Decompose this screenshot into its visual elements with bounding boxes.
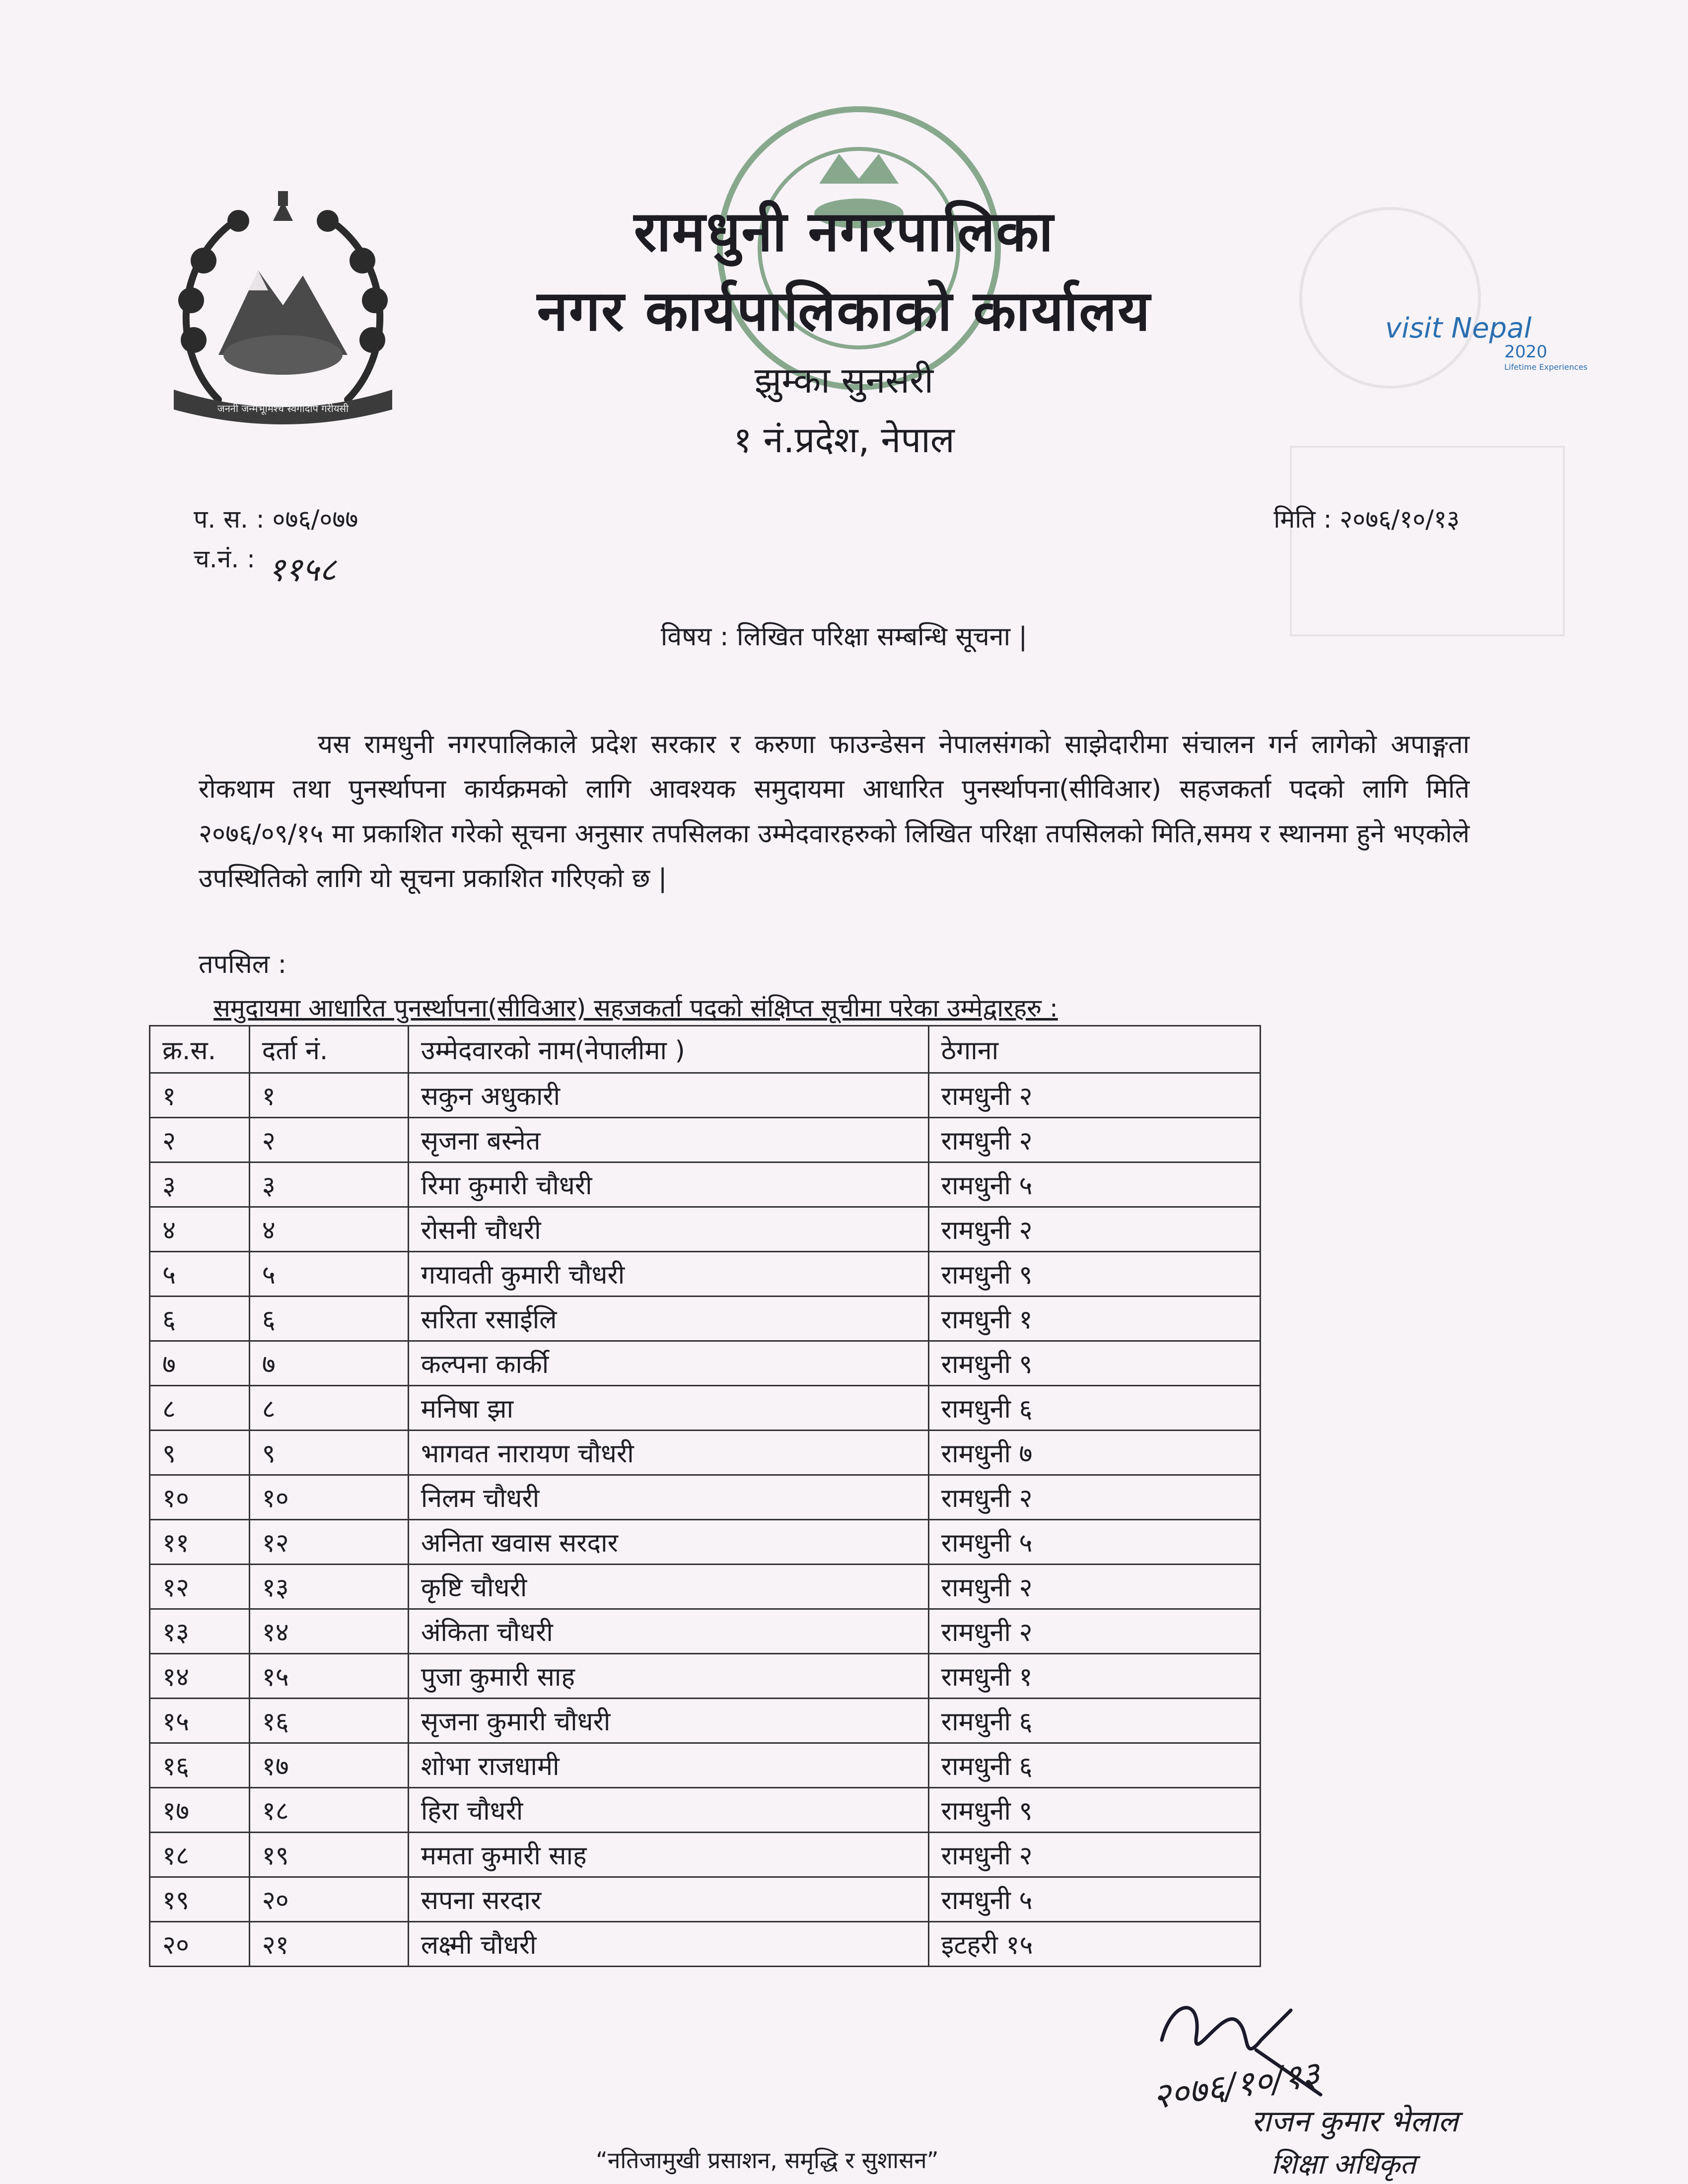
cell-registration: ४: [249, 1207, 408, 1252]
office-location: झुम्का सुनसरी: [754, 359, 934, 401]
cell-serial: २०: [150, 1922, 250, 1967]
cell-name: अंकिता चौधरी: [408, 1609, 928, 1654]
officer-title: शिक्षा अधिकृत: [1271, 2148, 1416, 2181]
col-header-name: उम्मेदवारको नाम(नेपालीमा ): [408, 1026, 928, 1073]
cell-address: रामधुनी ६: [928, 1699, 1260, 1743]
cell-serial: ११: [150, 1520, 250, 1565]
cell-serial: १५: [150, 1699, 250, 1743]
col-header-address: ठेगाना: [928, 1026, 1260, 1073]
table-row: [150, 1162, 1261, 1207]
table-row: [150, 1252, 1261, 1297]
footer-motto: “नतिजामुखी प्रसाशन, समृद्धि र सुशासन”: [596, 2147, 939, 2174]
cell-serial: १६: [150, 1743, 250, 1788]
letter-date: मिति : २०७६/१०/१३: [1273, 505, 1460, 534]
cell-address: रामधुनी २: [928, 1118, 1260, 1162]
col-header-serial: क्र.स.: [150, 1026, 250, 1073]
cell-name: गयावती कुमारी चौधरी: [408, 1252, 928, 1297]
table-row: [150, 1654, 1261, 1699]
cell-name: लक्ष्मी चौधरी: [408, 1922, 928, 1967]
cell-address: रामधुनी ५: [928, 1162, 1260, 1207]
candidate-table-body: [150, 1073, 1261, 1967]
cell-registration: २१: [249, 1922, 408, 1967]
notice-paragraph: यस रामधुनी नगरपालिकाले प्रदेश सरकार र करुणा फाउन्डेसन नेपालसंगको साझेदारीमा संचालन गर्न लागेको अपाङ्गता रोकथाम तथा पुनर्स्थापना कार्यक्रमको लागि आवश्यक समुदायमा आधारित पुनर्स्थापना(सीविआर) सहजकर्ता पदको लागि मिति २०७६/०९/१५ मा प्रकाशित गरेको सूचना अनुसार तपसिलका उम्मेदवारहरुको लिखित परिक्षा तपसिलको मिति,समय र स्थानमा हुने भएकोले उपस्थितिको लागि यो सूचना प्रकाशित गरिएको छ |: [199, 730, 1470, 893]
cell-registration: २: [249, 1118, 408, 1162]
subject-line: विषय : लिखित परिक्षा सम्बन्धि सूचना |: [660, 622, 1028, 652]
dispatch-number-label: च.नं. :: [194, 545, 256, 573]
province-line: १ नं.प्रदेश, नेपाल: [733, 419, 955, 461]
cell-registration: २०: [249, 1877, 408, 1922]
cell-name: सकुन अधुकारी: [408, 1073, 928, 1118]
candidate-table: [149, 1025, 1261, 1967]
table-row: [150, 1788, 1261, 1833]
table-row: [150, 1118, 1261, 1162]
cell-serial: ४: [150, 1207, 250, 1252]
details-label: तपसिल :: [199, 950, 287, 979]
cell-name: कृष्टि चौधरी: [408, 1565, 928, 1609]
cell-name: सृजना बस्नेत: [408, 1118, 928, 1162]
cell-address: रामधुनी ९: [928, 1341, 1260, 1386]
cell-name: सपना सरदार: [408, 1877, 928, 1922]
table-row: [150, 1833, 1261, 1877]
cell-serial: ६: [150, 1297, 250, 1341]
cell-name: निलम चौधरी: [408, 1475, 928, 1520]
cell-address: इटहरी १५: [928, 1922, 1260, 1967]
cell-address: रामधुनी २: [928, 1475, 1260, 1520]
cell-registration: ९: [249, 1431, 408, 1475]
col-header-registration: दर्ता नं.: [249, 1026, 408, 1073]
table-row: [150, 1386, 1261, 1431]
cell-serial: ७: [150, 1341, 250, 1386]
cell-address: रामधुनी ६: [928, 1386, 1260, 1431]
cell-serial: ८: [150, 1386, 250, 1431]
table-row: [150, 1207, 1261, 1252]
cell-serial: १९: [150, 1877, 250, 1922]
cell-serial: १२: [150, 1565, 250, 1609]
cell-address: रामधुनी ९: [928, 1252, 1260, 1297]
table-row: [150, 1877, 1261, 1922]
table-row: [150, 1341, 1261, 1386]
cell-registration: ३: [249, 1162, 408, 1207]
table-row: [150, 1431, 1261, 1475]
cell-registration: ५: [249, 1252, 408, 1297]
cell-address: रामधुनी १: [928, 1654, 1260, 1699]
cell-serial: ९: [150, 1431, 250, 1475]
cell-registration: १८: [249, 1788, 408, 1833]
cell-serial: २: [150, 1118, 250, 1162]
cell-name: कल्पना कार्की: [408, 1341, 928, 1386]
cell-address: रामधुनी ५: [928, 1877, 1260, 1922]
shortlist-heading: समुदायमा आधारित पुनर्स्थापना(सीविआर) सहजकर्ता पदको संक्षिप्त सूचीमा परेका उम्मेद्वारहरु :: [213, 994, 1058, 1023]
cell-registration: १३: [249, 1565, 408, 1609]
cell-registration: ८: [249, 1386, 408, 1431]
cell-name: रिमा कुमारी चौधरी: [408, 1162, 928, 1207]
table-row: [150, 1297, 1261, 1341]
cell-address: रामधुनी ५: [928, 1520, 1260, 1565]
cell-address: रामधुनी २: [928, 1565, 1260, 1609]
cell-name: ममता कुमारी साह: [408, 1833, 928, 1877]
table-row: [150, 1922, 1261, 1967]
visit-nepal-logo-year: 2020: [1504, 342, 1547, 362]
cell-serial: ५: [150, 1252, 250, 1297]
emblem-motto: जननी जन्मभूमिश्च स्वर्गादपि गरीयसी: [217, 403, 349, 414]
cell-registration: १: [249, 1073, 408, 1118]
cell-address: रामधुनी ६: [928, 1743, 1260, 1788]
office-name: नगर कार्यपालिकाको कार्यालय: [537, 279, 1151, 343]
cell-serial: १३: [150, 1609, 250, 1654]
cell-address: रामधुनी २: [928, 1609, 1260, 1654]
cell-name: अनिता खवास सरदार: [408, 1520, 928, 1565]
visit-nepal-logo-text: visit Nepal: [1385, 312, 1532, 344]
table-row: [150, 1609, 1261, 1654]
cell-registration: ७: [249, 1341, 408, 1386]
cell-registration: १६: [249, 1699, 408, 1743]
municipality-name: रामधुनी नगरपालिका: [633, 200, 1055, 264]
cell-name: रोसनी चौधरी: [408, 1207, 928, 1252]
cell-serial: १४: [150, 1654, 250, 1699]
cell-registration: ६: [249, 1297, 408, 1341]
cell-serial: १७: [150, 1788, 250, 1833]
cell-name: पुजा कुमारी साह: [408, 1654, 928, 1699]
visit-nepal-logo-tagline: Lifetime Experiences: [1504, 362, 1588, 372]
cell-registration: १९: [249, 1833, 408, 1877]
cell-address: रामधुनी ७: [928, 1431, 1260, 1475]
notice-body: [199, 722, 1470, 901]
signature-date-handwritten: २०७६/१०/१३: [1150, 2053, 1322, 2117]
cell-name: शोभा राजधामी: [408, 1743, 928, 1788]
cell-name: मनिषा झा: [408, 1386, 928, 1431]
cell-serial: ३: [150, 1162, 250, 1207]
letter-number: प. स. : ०७६/०७७: [194, 505, 358, 534]
cell-registration: १४: [249, 1609, 408, 1654]
cell-registration: १०: [249, 1475, 408, 1520]
cell-address: रामधुनी २: [928, 1833, 1260, 1877]
dispatch-number-handwritten: ११५८: [268, 550, 337, 589]
cell-name: भागवत नारायण चौधरी: [408, 1431, 928, 1475]
cell-name: सरिता रसाईलि: [408, 1297, 928, 1341]
table-header-row: [150, 1026, 1261, 1073]
cell-address: रामधुनी १: [928, 1297, 1260, 1341]
table-row: [150, 1699, 1261, 1743]
cell-serial: १८: [150, 1833, 250, 1877]
table-row: [150, 1520, 1261, 1565]
cell-registration: १२: [249, 1520, 408, 1565]
table-row: [150, 1073, 1261, 1118]
table-row: [150, 1565, 1261, 1609]
cell-serial: १: [150, 1073, 250, 1118]
cell-address: रामधुनी ९: [928, 1788, 1260, 1833]
cell-address: रामधुनी २: [928, 1073, 1260, 1118]
cell-name: हिरा चौधरी: [408, 1788, 928, 1833]
cell-serial: १०: [150, 1475, 250, 1520]
table-row: [150, 1475, 1261, 1520]
cell-address: रामधुनी २: [928, 1207, 1260, 1252]
table-row: [150, 1743, 1261, 1788]
cell-name: सृजना कुमारी चौधरी: [408, 1699, 928, 1743]
officer-name: राजन कुमार भेलाल: [1251, 2104, 1459, 2139]
cell-registration: १५: [249, 1654, 408, 1699]
cell-registration: १७: [249, 1743, 408, 1788]
